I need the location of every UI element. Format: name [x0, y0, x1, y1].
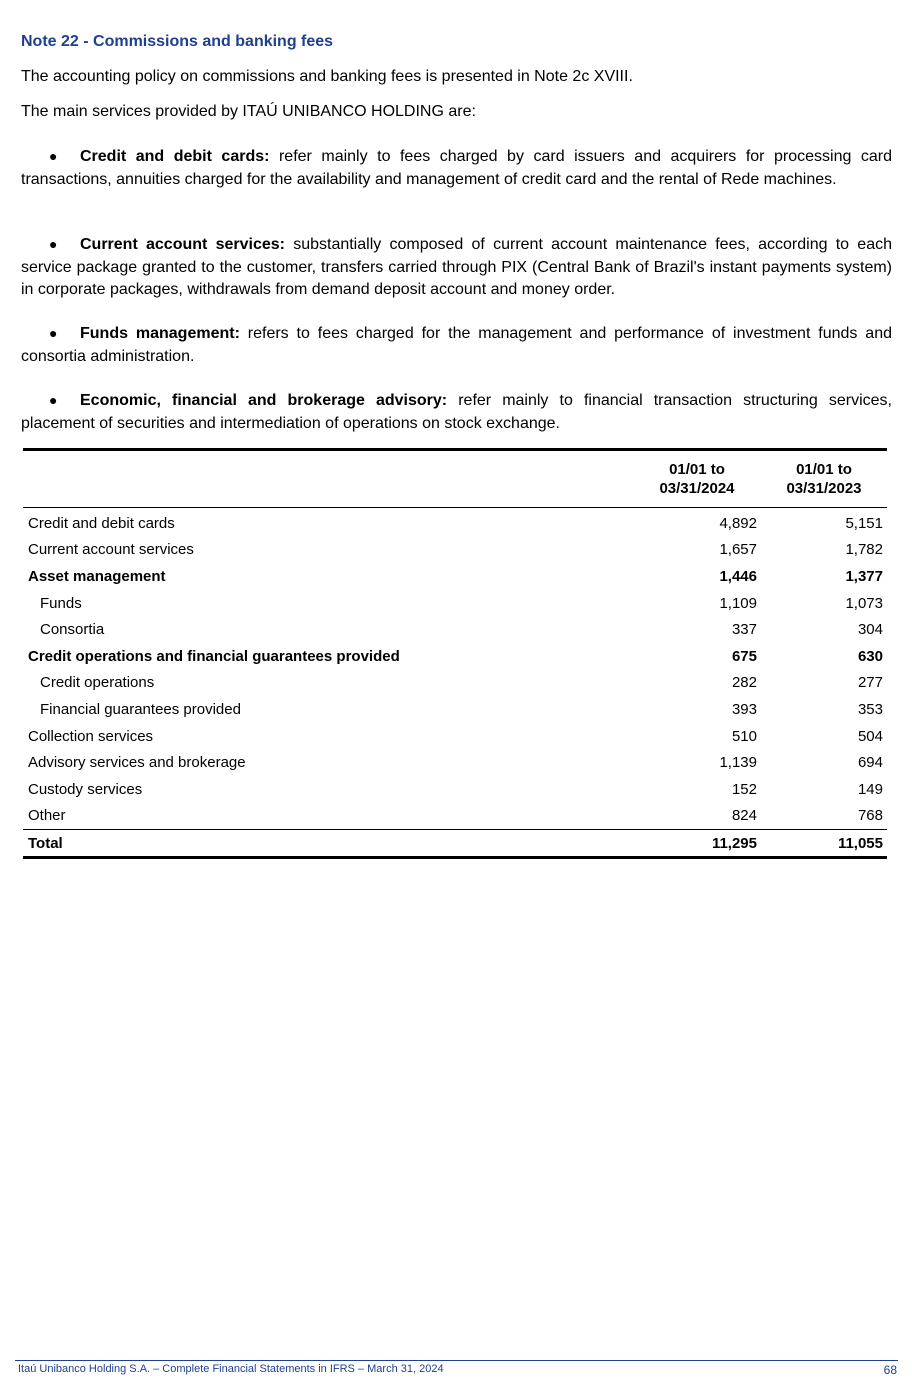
total-value-2024: 11,295	[633, 830, 761, 858]
row-label: Custody services	[28, 780, 143, 798]
bullet-icon: ●	[49, 148, 58, 164]
bullet-term: Current account services:	[80, 236, 285, 253]
services-intro: The main services provided by ITAÚ UNIBANCO HOLDING are:	[21, 103, 476, 120]
header-period-2024	[633, 450, 761, 508]
row-value-2024: 824	[731, 807, 757, 825]
bullet-text: refer mainly to fees charged by card issuers and acquirers for processing card transactions, annuities charged for the availability and management of credit card and the rental of Rede machines.	[21, 148, 893, 188]
bullet-icon: ●	[49, 325, 58, 341]
bullet-text: substantially composed of current account maintenance fees, according to each service package granted to the customer, transfers carried through PIX (Central Bank of Brazil's instant payments system) in corporate packages, withdrawals from demand deposit account and money order.	[21, 236, 892, 298]
bullet-funds-management	[21, 322, 892, 368]
header-period-2023	[761, 450, 887, 508]
page-number: 68	[883, 1363, 897, 1377]
bullet-current-account	[21, 233, 892, 302]
row-label: Credit operations	[40, 674, 155, 692]
bullet-text: refers to fees charged for the management and performance of investment funds and consortia administration.	[21, 325, 892, 365]
row-value-2023: 1,377	[845, 567, 883, 585]
row-value-2024: 337	[731, 621, 757, 639]
header-2024-line1: 01/01 to	[669, 461, 725, 478]
total-label: Total	[23, 830, 633, 858]
table-row	[23, 537, 887, 564]
row-label: Consortia	[40, 621, 105, 639]
footer-divider	[15, 1360, 898, 1361]
table-row	[23, 803, 887, 830]
row-value-2023: 630	[857, 647, 883, 665]
table-row	[23, 616, 887, 643]
row-value-2024: 1,109	[719, 594, 757, 612]
row-label: Current account services	[28, 541, 194, 559]
row-value-2023: 277	[857, 674, 883, 692]
row-value-2023: 694	[857, 754, 883, 772]
table-row	[23, 723, 887, 750]
row-value-2024: 4,892	[719, 514, 757, 532]
row-label: Financial guarantees provided	[40, 700, 241, 718]
row-value-2024: 152	[731, 780, 757, 798]
footer-text: Itaú Unibanco Holding S.A. – Complete Financial Statements in IFRS – March 31, 2024	[18, 1363, 444, 1375]
row-value-2023: 353	[857, 700, 883, 718]
commissions-table	[23, 448, 887, 859]
row-value-2024: 675	[731, 647, 757, 665]
row-value-2023: 1,073	[845, 594, 883, 612]
row-value-2023: 304	[857, 621, 883, 639]
table-row	[23, 749, 887, 776]
table-row	[23, 776, 887, 803]
row-value-2024: 1,657	[719, 541, 757, 559]
row-value-2024: 393	[731, 700, 757, 718]
table-row	[23, 590, 887, 617]
header-2023-line1: 01/01 to	[796, 461, 852, 478]
table-header-row	[23, 450, 887, 508]
bullet-term: Funds management:	[80, 325, 240, 342]
table-row	[23, 696, 887, 723]
table-row-subtotal	[23, 643, 887, 670]
row-value-2023: 504	[857, 727, 883, 745]
row-label: Funds	[40, 594, 82, 612]
bullet-icon: ●	[49, 392, 58, 408]
table-row-total	[23, 830, 887, 858]
bullet-icon: ●	[49, 236, 58, 252]
note-title: Note 22 - Commissions and banking fees	[21, 33, 334, 50]
bullet-credit-debit-cards	[21, 145, 892, 191]
row-label: Credit operations and financial guarantees provided	[28, 647, 400, 665]
row-value-2023: 768	[857, 807, 883, 825]
bullet-term: Credit and debit cards:	[80, 148, 270, 165]
header-label-cell	[23, 450, 633, 508]
row-value-2023: 149	[857, 780, 883, 798]
table-row-subtotal	[23, 563, 887, 590]
row-label: Advisory services and brokerage	[28, 754, 246, 772]
bullet-advisory	[21, 389, 892, 435]
intro-paragraph: The accounting policy on commissions and banking fees is presented in Note 2c XVIII.	[21, 68, 633, 85]
row-value-2024: 1,139	[719, 754, 757, 772]
row-label: Asset management	[28, 567, 166, 585]
row-label: Other	[28, 807, 66, 825]
bullet-text: refer mainly to financial transaction structuring services, placement of securities and intermediation of operations on stock exchange.	[21, 392, 893, 432]
header-2024-line2: 03/31/2024	[659, 480, 735, 497]
row-value-2023: 1,782	[845, 541, 883, 559]
table-row	[23, 508, 887, 537]
bullet-term: Economic, financial and brokerage advisory:	[80, 392, 448, 409]
total-value-2023: 11,055	[761, 830, 887, 858]
row-value-2023: 5,151	[845, 514, 883, 532]
header-2023-line2: 03/31/2023	[786, 480, 862, 497]
row-label: Collection services	[28, 727, 154, 745]
row-value-2024: 510	[731, 727, 757, 745]
table-row	[23, 670, 887, 697]
row-value-2024: 1,446	[719, 567, 757, 585]
row-label: Credit and debit cards	[28, 514, 175, 532]
row-value-2024: 282	[731, 674, 757, 692]
